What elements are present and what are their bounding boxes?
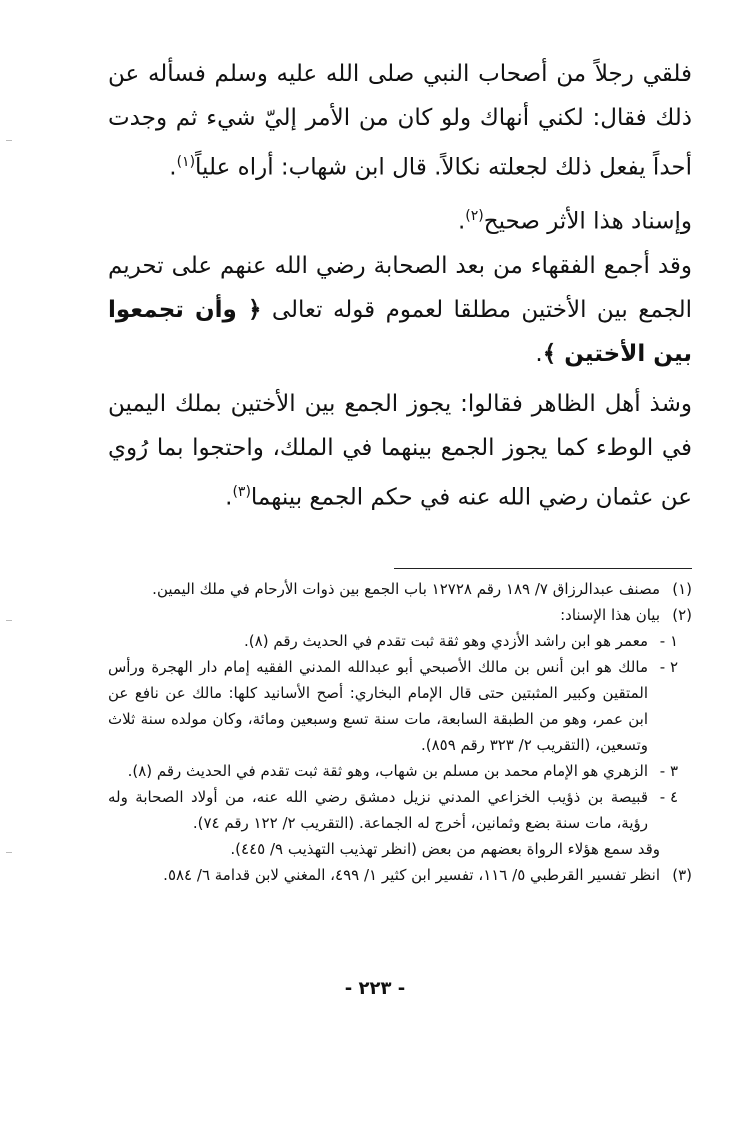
page-number: - ٢٢٣ -	[344, 978, 406, 999]
footnote-2-number: (٢)	[672, 606, 692, 624]
footnote-2-tail: وقد سمع هؤلاء الرواة بعضهم من بعض (انظر تهذيب التهذيب ٩/ ٤٤٥).	[230, 840, 660, 858]
paragraph-3-text: وقد أجمع الفقهاء من بعد الصحابة رضي الله عنهم على تحريم الجمع بين الأختين مطلقا لعموم قوله تعالى	[108, 253, 692, 323]
quran-quote: ﴿ وأن تجمعوا بين الأختين ﴾	[108, 297, 692, 367]
footnote-1	[108, 576, 692, 602]
paragraph-2-text: وإسناد هذا الأثر صحيح	[483, 208, 692, 235]
footnotes	[108, 576, 692, 888]
footnote-2	[108, 602, 692, 628]
item-3-number: ٣ -	[659, 762, 678, 780]
item-2-number: ٢ -	[659, 658, 678, 676]
paragraph-4: وشذ أهل الظاهر فقالوا: يجوز الجمع بين الأختين بملك اليمين في الوطء كما يجوز الجمع بينهما في الملك، واحتجوا بما رُوي عن عثمان رضي الله عنه في حكم الجمع بينهما$^{(٣)}$.	[108, 391, 692, 511]
paragraph-3: وقد أجمع الفقهاء من بعد الصحابة رضي الله عنهم على تحريم الجمع بين الأختين مطلقا لعموم قوله تعالى ﴿ وأن تجمعوا بين الأختين ﴾.	[108, 253, 692, 367]
footnote-2-item-1	[108, 628, 692, 654]
scan-edge-mark	[6, 140, 12, 141]
footnote-2-item-3	[108, 758, 692, 784]
item-2-text: مالك هو ابن أنس بن مالك الأصبحي أبو عبدالله المدني الفقيه إمام دار الهجرة ورأس المتقين وكبير المثبتين حتى قال الإمام البخاري: أصح الأسانيد كلها: مالك عن نافع عن ابن عمر، وهو من الطبقة السابعة، مات سنة تسع وسبعين ومائة، وكان مولده سنة ثلاث وتسعين، (التقريب ٢/ ٣٢٣ رقم ٨٥٩).	[108, 658, 648, 754]
footnote-2-text: بيان هذا الإسناد:	[560, 606, 660, 624]
footnote-ref-2: (٢)	[465, 208, 484, 224]
footnote-2-item-2	[108, 654, 692, 758]
paragraph-4-text: وشذ أهل الظاهر فقالوا: يجوز الجمع بين الأختين بملك اليمين في الوطء كما يجوز الجمع بينهما في الملك، واحتجوا بما رُوي عن عثمان رضي الله عنه في حكم الجمع بينهما	[108, 391, 692, 511]
paragraph-1: فلقي رجلاً من أصحاب النبي صلى الله عليه وسلم فسأله عن ذلك فقال: لكني أنهاك ولو كان من الأمر إليّ شيء ثم وجدت أحداً يفعل ذلك لجعلته نكالاً. قال ابن شهاب: أراه علياً$^{(١)}$.	[108, 61, 692, 181]
paragraph-2: وإسناد هذا الأثر صحيح$^{(٢)}$.	[457, 208, 692, 235]
footnote-3-text: انظر تفسير القرطبي ٥/ ١١٦، تفسير ابن كثير ١/ ٤٩٩، المغني لابن قدامة ٦/ ٥٨٤.	[163, 866, 660, 884]
footnote-3	[108, 862, 692, 888]
item-4-number: ٤ -	[659, 788, 678, 806]
footnote-1-number: (١)	[672, 580, 692, 598]
item-4-text: قبيصة بن ذؤيب الخزاعي المدني نزيل دمشق رضي الله عنه، من أولاد الصحابة وله رؤية، مات سنة بضع وثمانين، أخرج له الجماعة. (التقريب ٢/ ١٢٢ رقم ٧٤).	[108, 788, 648, 832]
paragraph-1-text: فلقي رجلاً من أصحاب النبي صلى الله عليه وسلم فسأله عن ذلك فقال: لكني أنهاك ولو كان من الأمر إليّ شيء ثم وجدت أحداً يفعل ذلك لجعلته نكالاً. قال ابن شهاب: أراه علياً	[108, 61, 692, 181]
footnote-ref-3: (٣)	[232, 484, 251, 500]
scan-edge-mark	[6, 620, 12, 621]
footnote-1-text: مصنف عبدالرزاق ٧/ ١٨٩ رقم ١٢٧٢٨ باب الجمع بين ذوات الأرحام في ملك اليمين.	[152, 580, 660, 598]
item-3-text: الزهري هو الإمام محمد بن مسلم بن شهاب، وهو ثقة ثبت تقدم في الحديث رقم (٨).	[127, 762, 648, 780]
footnote-ref-1: (١)	[176, 154, 196, 170]
footnote-divider	[394, 568, 692, 569]
scan-edge-mark	[6, 852, 12, 853]
footnote-3-number: (٣)	[672, 866, 692, 884]
item-1-text: معمر هو ابن راشد الأزدي وهو ثقة ثبت تقدم في الحديث رقم (٨).	[244, 632, 648, 650]
footnote-2-item-4	[108, 784, 692, 836]
item-1-number: ١ -	[659, 632, 678, 650]
